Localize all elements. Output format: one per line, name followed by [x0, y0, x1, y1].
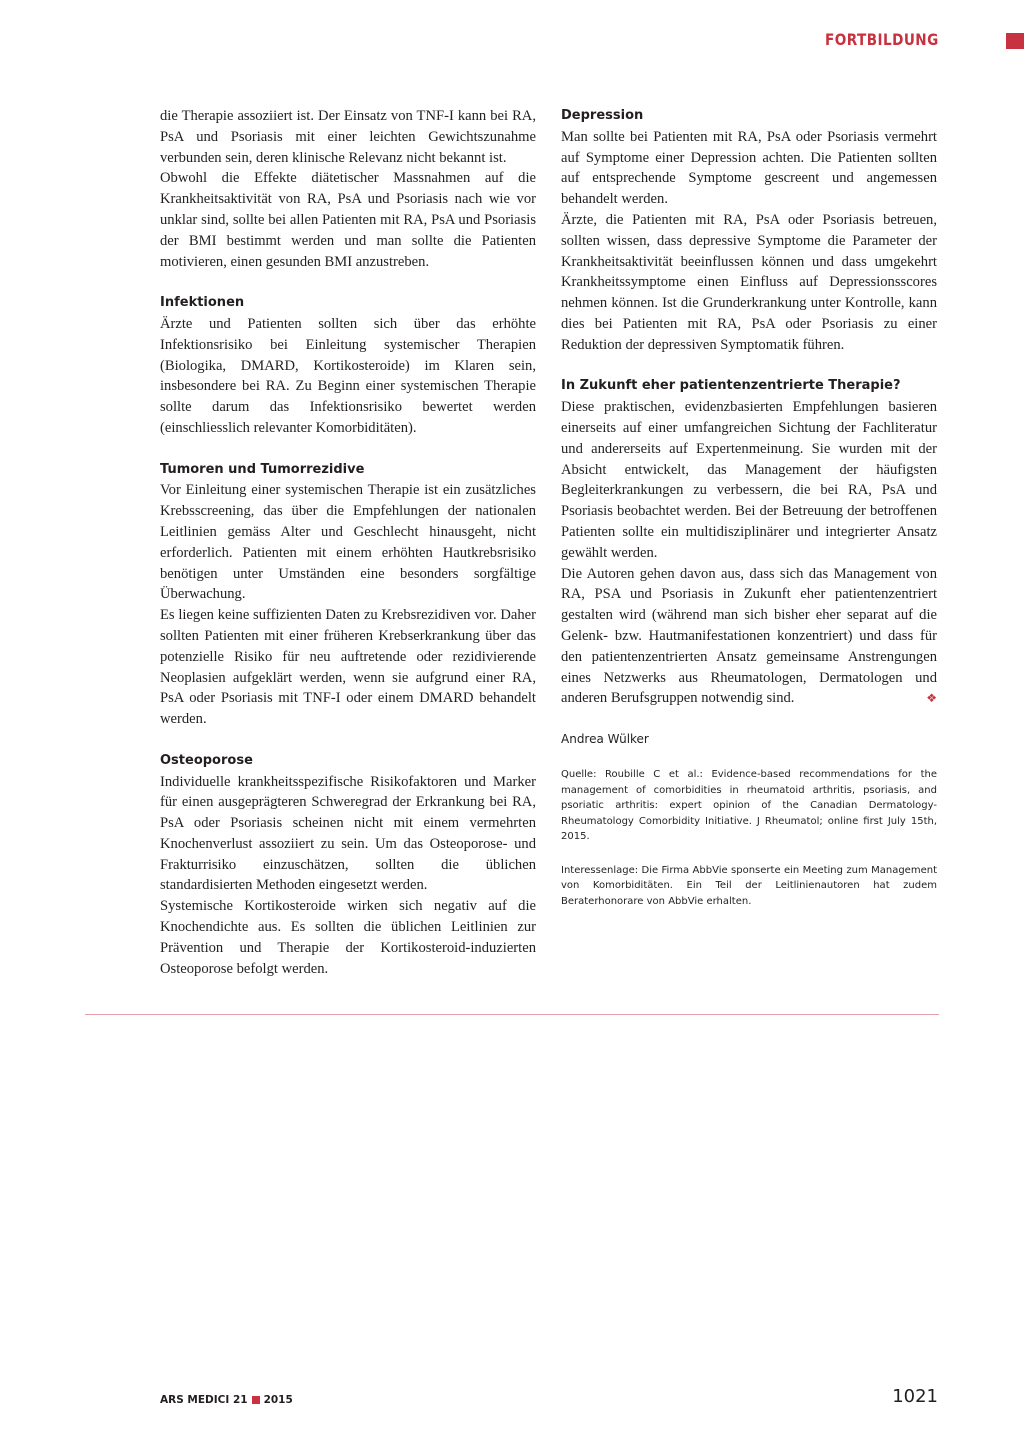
heading-zukunft: In Zukunft eher patientenzentrierte Therapie? — [561, 378, 901, 394]
paragraph: Ärzte und Patienten sollten sich über das erhöhte Infektionsrisiko bei Einleitung systemischer Therapien (Biologika, DMARD, Kortikosteroide) im Klaren sein, insbesondere bei RA. Zu Beginn einer systemischen Therapie sollte darum das Infektionsrisiko bewertet werden (einschliesslich relevanter Komorbiditäten). — [160, 315, 536, 436]
paragraph: Obwohl die Effekte diätetischer Massnahmen auf die Krankheitsaktivität von RA, PsA und Psoriasis nach wie vor unklar sind, sollte bei allen Patienten mit RA, PsA und Psoriasis der BMI bestimmt werden und man sollte die Patienten motivieren, einen gesunden BMI anzustreben. — [160, 170, 536, 270]
paragraph: Man sollte bei Patienten mit RA, PsA oder Psoriasis vermehrt auf Symptome einer Depression achten. Die Patienten sollten auf entsprechende Symptome gescreent und angemessen behandelt werden. — [561, 128, 937, 208]
heading-tumoren: Tumoren und Tumorrezidive — [160, 461, 365, 477]
page-number: 1021 — [892, 1386, 938, 1407]
paragraph: Es liegen keine suffizienten Daten zu Krebsrezidiven vor. Daher sollten Patienten mit einer früheren Krebserkrankung über das potenzielle Risiko für neu auftretende oder rezidivierende Neoplasien aufgeklärt werden, wenn sie aufgrund einer RA, PsA oder Psoriasis mit TNF-I oder einem DMARD behandelt werden. — [160, 607, 536, 728]
heading-depression: Depression — [561, 108, 644, 123]
interest-note: Interessenlage: Die Firma AbbVie sponserte ein Meeting zum Management von Komorbiditäten. Ein Teil der Leitlinienautoren hat zudem Beraterhonorare von AbbVie erhalten. — [561, 864, 937, 907]
paragraph: Diese praktischen, evidenzbasierten Empfehlungen basieren einerseits auf einer umfangreichen Sichtung der Fachliteratur und andererseits auf Expertenmeinung. Sie wurden mit der Absicht entwickelt, das Management der häufigsten Begleiterkrankungen zu verbessern, die bei RA, PsA und Psoriasis beobachtet werden. Bei der Betreuung der betroffenen Patienten sollte ein multidisziplinärer und integrierter Ansatz gewählt werden. — [561, 399, 937, 561]
source-note: Quelle: Roubille C et al.: Evidence-based recommendations for the management of comorbidities in rheumatoid arthritis, psoriasis, and psoriatic arthritis: expert opinion of the Canadian Dermatology-Rheumatology Comorbidity Initiative. J Rheumatol; online first July 15th, 2015. — [561, 769, 937, 843]
journal-footer — [160, 1394, 293, 1406]
paragraph-text: Die Autoren gehen davon aus, dass sich das Management von RA, PSA und Psoriasis in Zukunft eher patientenzentriert gestalten wird (während man sich bisher eher separat auf die Gelenk- bzw. Hautmanifestationen konzentriert) und dass für den patientenzentrierten Ansatz gemeinsame Anstrengungen eines Netzwerks aus Rheumatologen, Dermatologen und anderen Berufsgruppen notwendig sind. — [561, 565, 937, 707]
end-of-article-icon: ❖ — [926, 691, 937, 706]
right-column — [561, 106, 937, 909]
author-name: Andrea Wülker — [561, 732, 649, 747]
paragraph: die Therapie assoziiert ist. Der Einsatz von TNF-I kann bei RA, PsA und Psoriasis mit einer leichten Gewichtszunahme verbunden sein, deren klinische Relevanz nicht bekannt ist. — [160, 108, 536, 166]
paragraph: Individuelle krankheitsspezifische Risikofaktoren und Marker für einen ausgeprägteren Schweregrad der Erkrankung bei RA, PsA oder Psoriasis scheinen nicht mit einem vermehrten Knochenverlust assoziiert zu sein. Um das Osteoporose- und Frakturrisiko einzuschätzen, sollten die üblichen standardisierten Methoden eingesetzt werden. — [160, 773, 536, 894]
journal-name: ARS MEDICI 21 — [160, 1394, 248, 1406]
section-marker — [1006, 33, 1024, 49]
section-label: FORTBILDUNG — [825, 30, 939, 49]
paragraph: Vor Einleitung einer systemischen Therapie ist ein zusätzliches Krebsscreening, das über die Empfehlungen der nationalen Leitlinien gemäss Alter und Geschlecht hinausgeht, nicht erforderlich. Patienten mit einem erhöhten Hautkrebsrisiko benötigen unter Umständen eine besonders sorgfältige Überwachung. — [160, 482, 536, 603]
left-column — [160, 106, 536, 979]
footer-marker — [252, 1396, 260, 1404]
paragraph: Systemische Kortikosteroide wirken sich negativ auf die Knochendichte aus. Es sollten die üblichen Leitlinien zur Prävention und Therapie der Kortikosteroid-induzierten Osteoporose befolgt werden. — [160, 898, 536, 977]
heading-osteoporose: Osteoporose — [160, 752, 253, 768]
heading-infektionen: Infektionen — [160, 295, 245, 311]
paragraph — [561, 564, 937, 710]
paragraph: Ärzte, die Patienten mit RA, PsA oder Psoriasis betreuen, sollten wissen, dass depressive Symptome die Parameter der Krankheitsaktivität beeinflussen können und dass umgekehrt Krankheitssymptome einen Einfluss auf Depressionsscores nehmen können. Ist die Grunderkrankung unter Kontrolle, kann dies bei Patienten mit RA, PsA oder Psoriasis zu einer Reduktion der depressiven Symptomatik führen. — [561, 211, 937, 353]
journal-year: 2015 — [263, 1394, 293, 1406]
divider — [85, 1014, 939, 1015]
